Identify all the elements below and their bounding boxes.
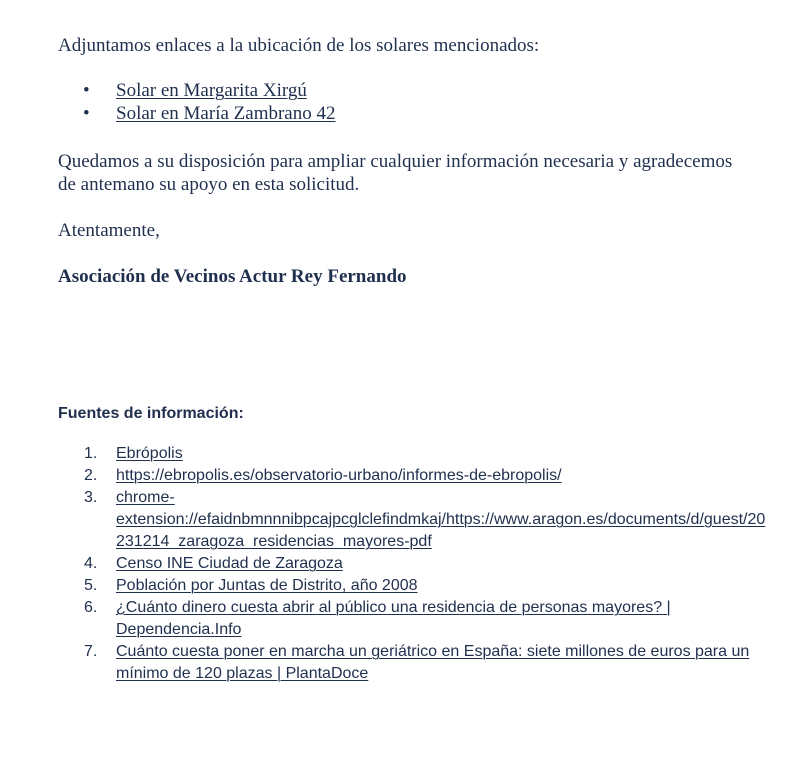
list-number: 2. <box>84 467 98 484</box>
source-link-ebropolis-informes[interactable]: https://ebropolis.es/observatorio-urbano/informes-de-ebropolis/ <box>116 467 562 484</box>
list-item <box>58 575 768 597</box>
list-number: 5. <box>84 577 98 594</box>
source-link-plantadoce[interactable]: Cuánto cuesta poner en marcha un geriátrico en España: siete millones de euros para un mínimo de 120 plazas | PlantaDoce <box>116 643 750 682</box>
list-item <box>58 641 768 685</box>
source-link-dependencia-info[interactable]: ¿Cuánto dinero cuesta abrir al público una residencia de personas mayores? | Dependencia.Info <box>116 599 671 638</box>
source-link-aragon-residencias-pdf[interactable]: chrome-extension://efaidnbmnnnibpcajpcglclefindmkaj/https://www.aragon.es/documents/d/guest/20231214_zaragoza_residencias_mayores-pdf <box>116 489 766 550</box>
source-link-ebropolis[interactable]: Ebrópolis <box>116 445 183 462</box>
source-link-censo-ine[interactable]: Censo INE Ciudad de Zaragoza <box>116 555 343 572</box>
signature: Asociación de Vecinos Actur Rey Fernando <box>58 266 407 287</box>
sources-heading: Fuentes de información: <box>58 405 244 422</box>
list-item <box>58 487 768 553</box>
list-item <box>58 465 768 487</box>
source-link-poblacion-juntas[interactable]: Población por Juntas de Distrito, año 2008 <box>116 577 418 594</box>
list-number: 4. <box>84 555 98 572</box>
sources-list <box>58 443 768 685</box>
list-number: 1. <box>84 445 98 462</box>
intro-text: Adjuntamos enlaces a la ubicación de los solares mencionados: <box>58 35 540 56</box>
list-item <box>58 79 335 102</box>
list-number: 7. <box>84 643 98 660</box>
bullet: • <box>83 80 90 101</box>
solares-list <box>58 79 335 125</box>
list-item <box>58 102 335 125</box>
list-item <box>58 553 768 575</box>
list-item <box>58 597 768 641</box>
list-item <box>58 443 768 465</box>
availability-paragraph: Quedamos a su disposición para ampliar cualquier información necesaria y agradecemos de antemano su apoyo en esta solicitud. <box>58 151 733 195</box>
closing-text: Atentamente, <box>58 220 160 241</box>
bullet: • <box>83 103 90 124</box>
list-number: 6. <box>84 599 98 616</box>
solar-maria-zambrano-link[interactable]: Solar en María Zambrano 42 <box>116 103 336 124</box>
solar-margarita-xirgu-link[interactable]: Solar en Margarita Xirgú <box>116 80 307 101</box>
list-number: 3. <box>84 489 98 506</box>
